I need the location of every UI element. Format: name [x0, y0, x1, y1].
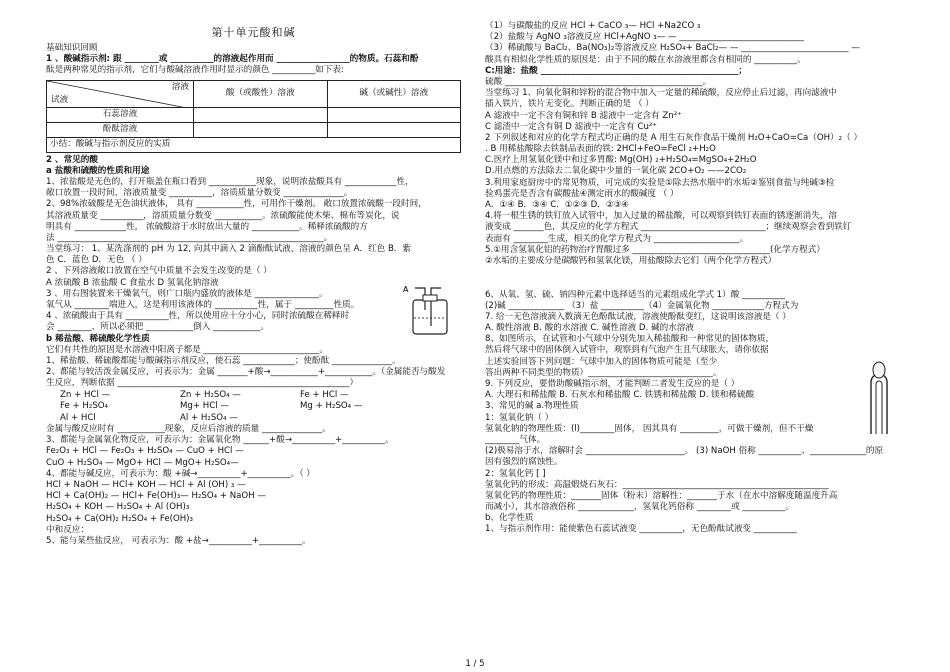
page-title: 第十单元酸和碱 — [211, 26, 296, 39]
equation-cell: Mg + H₂SO₄ — — [300, 401, 363, 411]
text-line: 1、稀盐酸、稀硫酸都能与酸碱指示剂反应，使石蕊 ____________；使酚酞 ______________。 — [46, 355, 401, 366]
text-line: 8、如图所示，在试管和小气球中分别先加入稀盐酸和一种常见的固体物质， — [485, 334, 775, 345]
row-label: 石蕊溶液 — [47, 107, 194, 122]
text-line: ②水垢的主要成分是碳酸钙和氢氧化镁，用盐酸除去它们（两个化学方程式） — [485, 255, 777, 266]
text-line: 其溶液质量变 __________，溶质质量分数变 ___________。浓硫酸能使木柴、棉布等炭化，说 — [46, 210, 400, 221]
text-line: 9. 下列反应，要借助酸碱指示剂，才能判断二者发生反应的是（ ） — [485, 379, 740, 389]
col-header-acid: 酸（或酸性）溶液 — [194, 80, 328, 107]
equation-cell: Al + H₂SO₄ — — [180, 412, 238, 423]
text-line: HCl + NaOH — HCl+ KOH — HCl + Al (OH) ₃ — — [46, 479, 246, 490]
test-tube-balloon-figure — [857, 360, 897, 440]
equation-cell: Fe + HCl — — [300, 389, 349, 400]
text-line: 酞是两种常见的指示剂，它们与酸碱溶液作用时显示的颜色 __________如下表: — [46, 65, 344, 76]
text-line: 中和反应： — [46, 524, 89, 535]
text-line: 3、常见的碱 a.物理性质 — [485, 401, 579, 412]
text-line: 然后将气球中的固体倒入试管中，观察到有气泡产生且气球胀大，请你依据 — [485, 345, 769, 356]
text-line: 氢氧化钙的物理性质：_______固体（粉末）溶解性：_______于水（在水中溶解度随温度升高 — [485, 490, 838, 501]
table-cell — [327, 107, 461, 122]
text-line: 而减小），其水溶液俗称 _____________，氢氧化钙俗称 ________或 __________。 — [485, 502, 794, 513]
table-corner-cell — [47, 80, 194, 107]
text-line: 3.利用家庭厨房中的常见物质，可完成的实验是①除去热水瓶中的水垢②鉴别食盐与纯碱③检 — [485, 177, 835, 188]
text-line: A．①④ B．③④ C．①②③ D．②③④ — [485, 200, 630, 210]
text-line: 2 、下列溶液敞口放置在空气中质量不会发生改变的是（ ） — [46, 266, 272, 277]
text-line: 7. 给一无色溶液滴入数滴无色酚酞试液，溶液使酚酞变红，这说明该溶液是（ ） — [485, 311, 791, 322]
table-cell — [327, 122, 461, 137]
text-line: CuO + H₂SO₄ — MgO+ HCl — MgO+ H₂SO₄— — [46, 457, 239, 468]
table-row — [47, 107, 461, 122]
gas-washing-bottle-figure — [401, 282, 461, 338]
text-line: A. 大理石和稀盐酸 B. 石灰水和稀盐酸 C. 铁锈和稀盐酸 D. 镁和稀硫酸 — [485, 390, 755, 401]
equation-cell: Zn + HCl — — [60, 389, 111, 400]
text-line: 它们有共性的原因是水溶液中阳离子都是 ___________________________。 — [46, 344, 329, 355]
summary-row: 小结：酸碱与指示剂反应的实质 — [47, 137, 461, 152]
text-line: 当堂练习： 1、某洗涤剂的 pH 为 12, 向其中滴入 2 滴酚酞试液，溶液的颜色呈 A．红色 B．紫 — [46, 244, 412, 255]
text-line: HCl + Ca(OH)₂ — HCl+ Fe(OH)₃— H₂SO₄ + NaOH — — [46, 491, 266, 502]
text-line: H₂SO₄ + KOH — H₂SO₄ + Al (OH)₃ — [46, 502, 190, 513]
text-line: . B 用稀盐酸除去铁制品表面的铁: 2HCl+FeO=FeCl ₂+H₂O — [485, 144, 716, 155]
intro-block — [46, 44, 461, 78]
text-line: b、化学性质 — [485, 513, 534, 524]
text-line — [485, 279, 925, 290]
text-line: a 盐酸和硫酸的性质和用途 — [46, 165, 150, 176]
text-line: 6、从氧、氢、硫、钠四种元素中选择适当的元素组成化学式 1）酸 __________ — [485, 289, 785, 300]
text-line: 表面有 ________生成，相关的化学方程式为 ____________________。 — [485, 233, 749, 244]
text-line: (2)极易溶于水，溶解时会 _______________________。 (3) NaOH 俗称 __________、_____________的原 — [485, 446, 884, 457]
text-line: 1、浓盐酸是无色的，打开瓶盖在瓶口看到 ___________现象，说明浓盐酸具有 ____________性， — [46, 176, 414, 187]
text-line — [485, 268, 925, 279]
text-line: 氧气从 ________端进入，这是利用该液体的 __________性，属于 _________性质。 — [46, 300, 360, 310]
equation-cell: Fe + H₂SO₄ — [60, 401, 108, 411]
text-line: 因有强烈的腐蚀性。 — [485, 457, 563, 468]
text-line: 生反应，判断依据 ______________________________________________________） — [46, 378, 359, 389]
text-line: 金属与酸反应时有 ___________现象，反应后溶液的质量 ______________。 — [46, 424, 331, 434]
text-line: 敞口放置一段时间，溶液质量变 __________，溶质质量分数变 ______________。 — [46, 188, 353, 199]
text-line: A. 酸性溶液 B. 酸的水溶液 C. 碱性溶液 D. 碱的水溶液 — [485, 323, 694, 334]
text-line: 2 、常见的酸 — [46, 154, 98, 165]
text-line: 氢氧化钙的形成：高温煅烧石灰石：________________________________________________ — [485, 479, 829, 490]
text-line: 5.①用含氢氧化铝的药物治疗胃酸过多 ________________________________(化学方程式） — [485, 244, 825, 255]
equation-cell: Mg+ HCl — — [180, 401, 229, 411]
text-line: 3、都能与金属氧化物反应，可表示为：金属氧化物 ______+酸→__________+__________。 — [46, 435, 394, 446]
text-line: （2）盐酸与 AgNO ₃溶液反应 HCl+AgNO ₃— — _____________________________ — [485, 32, 804, 43]
text-line: 2、98%浓硫酸是无色油状液体， 具有 ___________性，可用作干燥剂。 敞口放置浓硫酸一段时间， — [46, 199, 427, 210]
text-line: 2：氢氧化钙 [ ] — [485, 468, 546, 479]
text-line: 法 ______________________________________________________________。 — [46, 232, 333, 243]
text-line: 明具有 ____________性， 浓硫酸溶于水时放出大量的 ___________。稀释浓硫酸的方 — [46, 221, 368, 232]
text-line: 1 、酸碱指示剂: 跟 ________或 __________的溶液起作用而 _________________的物质。石蕊和酚 — [46, 54, 419, 65]
text-line: ________气体。 — [485, 434, 546, 445]
text-line: （1）与碳酸盐的反应 HCl + CaCO ₃— HCl +Na2CO ₃ — [485, 21, 701, 31]
text-line: (2)碱 _____________ （3）盐 __________（4）金属氧化物 ____________方程式为 — [485, 300, 799, 311]
text-line: 4.将一根生锈的铁钉放入试管中，加入过量的稀盐酸，可以观察到铁钉表面的锈逐渐消失，溶 — [485, 211, 837, 222]
table-cell — [194, 122, 328, 137]
text-line: 基础知识回顾 — [46, 43, 98, 53]
acid-properties-block — [46, 425, 461, 548]
text-line: 1、与指示剂作用：能使紫色石蕊试液变 __________，无色酚酞试液变 __________ — [485, 524, 797, 535]
text-line: 插入铁片，铁片无变化。判断正确的是 （ ） — [485, 99, 654, 110]
text-line: （3）稀硫酸与 BaCl₂、Ba(NO₃)₂等溶液反应 H₂SO₄+ BaCl₂— — _________________________ — — [485, 43, 860, 54]
text-line: 氢氧化钠的物理性质：(l)________固体， 因其具有 _________，可做干燥剂，但不干燥 — [485, 423, 814, 434]
text-line: 4、都能与碱反应，可表示为：酸 +碱→__________+__________。（ ） — [46, 468, 315, 479]
table-row — [47, 122, 461, 137]
text-line: A 滤液中一定不含有铜和锌 B 滤液中一定含有 Zn²⁺ — [485, 110, 682, 121]
corner-top-label: 溶液 — [171, 81, 189, 92]
text-line: 酸具有相似化学性质的原因是：由于不同的酸在水溶液里都含有相同的 __________。 — [485, 54, 806, 65]
text-line: 硫酸 ______________________________________________。 — [485, 76, 712, 87]
text-line: 会 ________，所以必须把 ___________倒入 ___________。 — [46, 322, 270, 333]
common-acids-block — [46, 156, 461, 391]
text-line: 上述实验回答下列问题：气球中加入的固体物质可能是（至少 — [485, 356, 718, 367]
text-line: 1：氢氧化钠（ ） — [485, 412, 554, 423]
text-line: 2 下列叙述和对应的化学方程式均正确的是 A 用生石灰作食品干燥剂 H₂O+CaO=Ca（OH）₂（ ） — [485, 132, 863, 143]
page-number: 1 / 5 — [465, 659, 485, 669]
text-line: 液变成 _______色，其反应的化学方程式 _____________________________；继续观察会看到铁钉 — [485, 222, 852, 233]
text-line: 色 C．蓝色 D．无色 （ ） — [46, 255, 147, 266]
text-line: A 浓硫酸 B 浓盐酸 C 食盐水 D 氢氧化钠溶液 — [46, 277, 219, 288]
row-label: 酚酞溶液 — [47, 122, 194, 137]
fig-label-a: A — [403, 285, 409, 294]
indicator-table — [46, 80, 461, 153]
text-line: b 稀盐酸、稀硫酸化学性质 — [46, 333, 150, 344]
right-column — [485, 0, 925, 660]
text-line: Fe₂O₃ + HCl — Fe₂O₃ + H₂SO₄ — CuO + HCl — — [46, 446, 244, 457]
col-header-base: 碱（或碱性）溶液 — [327, 80, 461, 107]
text-line: 2、都能与较活泼金属反应，可表示为：金属 _______+酸→___________+___________。（金属能否与酸发 — [46, 367, 446, 378]
text-line: D.用点燃的方法除去二氧化碳中少量的一氧化碳 2CO+O₂ ——2CO₂ — [485, 166, 747, 177]
text-line: C:用途：盐酸 ______________________________________________； — [485, 65, 747, 76]
text-line: 答出两种不同类型的物质）_____________________________。 — [485, 367, 722, 378]
text-line: 4 、浓硫酸由于具有 __________性，所以使用应十分小心，同时浓硫酸在稀释时 — [46, 311, 350, 322]
right-lines — [485, 22, 925, 537]
text-line: 验鸡蛋壳是否含有碳酸盐④测定雨水的酸碱度 （ ） — [485, 188, 679, 199]
text-line: 3 、用右图装置来干燥氧气，则广口瓶内盛放的液体是 _______________。 — [46, 288, 328, 299]
text-line: H₂SO₄ + Ca(OH)₂ H₂SO₄ + Fe(OH)₃ — [46, 513, 193, 524]
text-line: C.医疗上用氢氧化镁中和过多胃酸: Mg(OH) ₂+H₂SO₄=MgSO₄+2H₂O — [485, 155, 757, 166]
metal-acid-equations — [46, 391, 461, 426]
text-line: 当堂练习 1、向氧化铜和锌粉的混合物中加入一定量的稀硫酸，反应停止后过滤，再向滤液中 — [485, 88, 837, 99]
text-line: C 滤渣中一定含有铜 D 滤液中一定含有 Cu²⁺ — [485, 121, 657, 132]
corner-bottom-label: 试液 — [51, 94, 69, 105]
equation-cell: Al + HCl — [60, 412, 96, 423]
text-line: 5、能与某些盐反应， 可表示为：酸 +盐→__________+__________。 — [46, 535, 311, 546]
table-row — [47, 137, 461, 152]
equation-cell: Zn + H₂SO₄ — — [180, 389, 241, 400]
left-column — [46, 0, 461, 660]
table-cell — [194, 107, 328, 122]
